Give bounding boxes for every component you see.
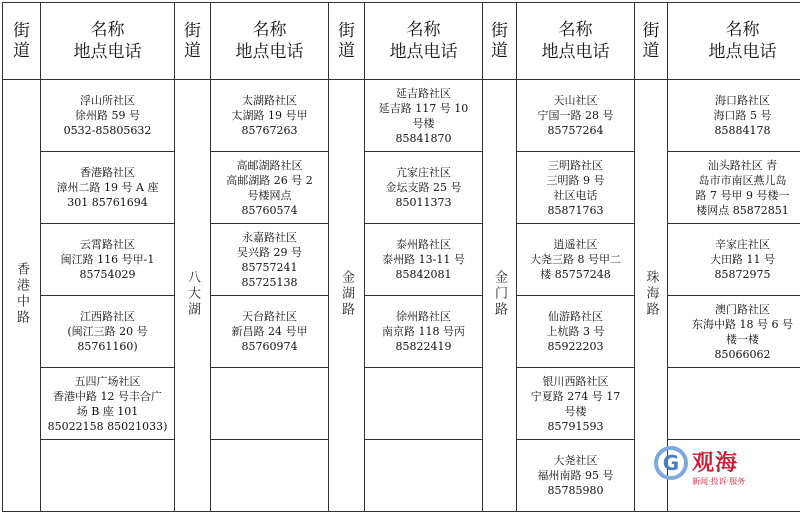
community-detail: (闽江三路 20 号 <box>67 325 148 338</box>
watermark-logo <box>654 446 766 488</box>
empty-cell <box>211 368 329 440</box>
community-detail: 85757264 <box>547 124 604 137</box>
community-detail: 岛市市南区燕儿岛 <box>698 173 787 187</box>
street-header-line-1: 街 <box>184 21 201 41</box>
community-detail: 闽江路 116 号甲-1 <box>60 253 155 266</box>
community-detail: 吴兴路 29 号 <box>237 245 302 259</box>
community-detail: 宁夏路 274 号 17 <box>530 389 621 403</box>
phone-header: 地点电话 <box>73 42 142 62</box>
table-row <box>3 368 800 440</box>
community-detail: 301 85761694 <box>67 196 148 209</box>
community-cell <box>41 296 175 368</box>
phone-header: 地点电话 <box>708 42 777 62</box>
community-name: 延吉路社区 <box>396 86 451 100</box>
name-header: 名称 <box>252 20 287 40</box>
phone-header: 地点电话 <box>389 42 458 62</box>
street-name <box>3 80 41 512</box>
header-row <box>3 3 800 80</box>
street-header-line-2: 道 <box>642 41 660 61</box>
street-header-line-2: 道 <box>13 41 30 61</box>
community-cell <box>41 368 175 440</box>
community-cell <box>517 152 635 224</box>
community-detail: 85757241 <box>241 260 298 274</box>
community-detail: 85066062 <box>714 347 771 361</box>
community-name: 泰州路社区 <box>396 238 451 251</box>
street-name <box>329 80 365 512</box>
community-cell <box>211 224 329 296</box>
phone-header: 地点电话 <box>235 42 304 62</box>
community-detail: 社区电话 <box>553 188 598 202</box>
name-phone-header <box>668 3 800 80</box>
community-detail: 85760574 <box>241 203 298 217</box>
table-row <box>3 296 800 368</box>
community-cell <box>365 152 483 224</box>
community-detail: 号楼网点 <box>247 188 292 202</box>
street-header <box>3 3 41 80</box>
street-name-text: 金湖路 <box>339 269 354 318</box>
community-name: 永嘉路社区 <box>242 230 297 244</box>
community-name: 亢家庄社区 <box>396 166 451 179</box>
community-name: 辛家庄社区 <box>715 238 770 251</box>
watermark-subtitle: 新闻·投诉·服务 <box>692 477 746 486</box>
community-cell <box>211 152 329 224</box>
community-detail: 85022158 85021033) <box>47 419 168 433</box>
community-cell <box>668 80 800 152</box>
community-name: 徐州路社区 <box>396 310 451 323</box>
community-detail: 宁国一路 28 号 <box>537 109 614 122</box>
street-name-text: 珠海路 <box>643 269 659 318</box>
street-name-text: 金门路 <box>492 269 507 318</box>
community-detail: 号楼 <box>564 404 587 418</box>
name-phone-header <box>365 3 483 80</box>
community-detail: 场 B 座 101 <box>76 404 139 418</box>
name-phone-header <box>211 3 329 80</box>
community-detail: 85725138 <box>241 275 298 289</box>
community-detail: 高邮湖路 26 号 2 <box>226 173 313 187</box>
community-cell <box>668 224 800 296</box>
community-detail: 三明路 9 号 <box>546 173 605 187</box>
street-header <box>175 3 211 80</box>
community-detail: 徐州路 59 号 <box>75 109 140 122</box>
street-header-line-1: 街 <box>13 21 30 41</box>
community-name: 香港路社区 <box>80 166 135 179</box>
community-detail: 金坛支路 25 号 <box>385 181 462 194</box>
table-row <box>3 152 800 224</box>
community-detail: 新昌路 24 号甲 <box>231 325 308 338</box>
community-detail: 85761160) <box>77 340 138 353</box>
street-header <box>483 3 517 80</box>
community-cell <box>517 80 635 152</box>
community-detail: 85011373 <box>395 196 452 209</box>
community-detail: 85841870 <box>395 131 452 145</box>
community-name: 云霄路社区 <box>80 238 135 251</box>
community-detail: 泰州路 13-11 号 <box>382 253 465 266</box>
community-name: 银川西路社区 <box>542 374 609 388</box>
empty-cell <box>365 440 483 512</box>
community-detail: 东海中路 18 号 6 号 <box>692 317 793 331</box>
community-name: 浮山所社区 <box>80 94 135 107</box>
community-detail: 福州南路 95 号 <box>537 469 614 482</box>
community-cell <box>668 296 800 368</box>
community-detail: 上杭路 3 号 <box>546 325 605 338</box>
community-detail: 大田路 11 号 <box>710 253 775 266</box>
phone-header: 地点电话 <box>541 42 610 62</box>
community-detail: 85842081 <box>395 268 452 281</box>
street-name-text: 八大湖 <box>185 269 200 318</box>
community-detail: 85822419 <box>395 340 452 353</box>
community-name: 五四广场社区 <box>74 374 141 388</box>
name-header: 名称 <box>558 20 593 40</box>
street-header-line-2: 道 <box>491 41 508 61</box>
community-name: 三明路社区 <box>548 158 603 172</box>
community-cell <box>211 296 329 368</box>
community-detail: 85767263 <box>241 124 298 137</box>
community-detail: 楼 85757248 <box>540 268 611 281</box>
community-detail: 延吉路 117 号 10 <box>378 101 469 115</box>
empty-cell <box>365 368 483 440</box>
empty-cell <box>41 440 175 512</box>
street-header <box>635 3 668 80</box>
community-cell <box>517 368 635 440</box>
street-name <box>483 80 517 512</box>
community-detail: 85785980 <box>547 484 604 497</box>
community-cell <box>517 224 635 296</box>
community-detail: 85754029 <box>79 268 136 281</box>
logo-g-icon: G <box>654 446 688 480</box>
community-detail: 号楼 <box>412 116 435 130</box>
empty-cell <box>211 440 329 512</box>
community-cell <box>365 80 483 152</box>
street-header-line-1: 街 <box>642 21 660 41</box>
street-header <box>329 3 365 80</box>
community-name: 澳门路社区 <box>715 302 770 316</box>
empty-cell <box>668 368 800 440</box>
name-header: 名称 <box>90 20 125 40</box>
watermark-title: 观海 <box>692 451 739 476</box>
community-cell <box>517 296 635 368</box>
street-header-line-2: 道 <box>338 41 355 61</box>
community-detail: 85791593 <box>547 419 604 433</box>
community-name: 江西路社区 <box>80 310 135 323</box>
community-name: 逍遥社区 <box>553 238 598 251</box>
community-detail: 0532-85805632 <box>63 124 152 137</box>
community-contact-table <box>2 2 800 512</box>
community-detail: 85871763 <box>547 203 604 217</box>
community-cell <box>365 296 483 368</box>
community-detail: 楼一楼 <box>726 332 759 346</box>
community-cell <box>211 80 329 152</box>
street-header-line-2: 道 <box>184 41 201 61</box>
community-detail: 海口路 5 号 <box>713 109 772 122</box>
community-cell <box>41 80 175 152</box>
name-phone-header <box>41 3 175 80</box>
name-header: 名称 <box>725 20 760 40</box>
street-header-line-1: 街 <box>338 21 355 41</box>
community-cell <box>517 440 635 512</box>
table-row <box>3 80 800 152</box>
street-header-line-1: 街 <box>491 21 508 41</box>
community-detail: 漳州二路 19 号 A 座 <box>56 181 159 194</box>
community-name: 高邮湖路社区 <box>236 158 303 172</box>
community-detail: 南京路 118 号丙 <box>382 325 465 338</box>
community-cell <box>668 152 800 224</box>
community-name: 海口路社区 <box>715 94 770 107</box>
street-name <box>175 80 211 512</box>
street-name-text: 香港中路 <box>14 261 29 326</box>
community-cell <box>365 224 483 296</box>
community-name: 天山社区 <box>553 94 598 107</box>
community-name: 汕头路社区 青 <box>707 158 778 172</box>
community-detail: 85760974 <box>241 340 298 353</box>
community-cell <box>41 152 175 224</box>
table-row <box>3 224 800 296</box>
community-detail: 楼网点 85872851 <box>696 203 789 217</box>
community-name: 天台路社区 <box>242 310 297 323</box>
name-header: 名称 <box>406 20 441 40</box>
community-name: 仙游路社区 <box>548 310 603 323</box>
community-detail: 香港中路 12 号丰合广 <box>53 389 162 403</box>
community-detail: 85922203 <box>547 340 604 353</box>
community-detail: 太湖路 19 号甲 <box>231 109 308 122</box>
community-cell <box>41 224 175 296</box>
community-detail: 85872975 <box>714 268 771 281</box>
community-detail: 85884178 <box>714 124 771 137</box>
community-detail: 大尧三路 8 号甲二 <box>530 253 621 266</box>
community-name: 大尧社区 <box>553 454 598 467</box>
community-name: 太湖路社区 <box>242 94 297 107</box>
community-detail: 路 7 号甲 9 号楼一 <box>695 188 790 202</box>
name-phone-header <box>517 3 635 80</box>
